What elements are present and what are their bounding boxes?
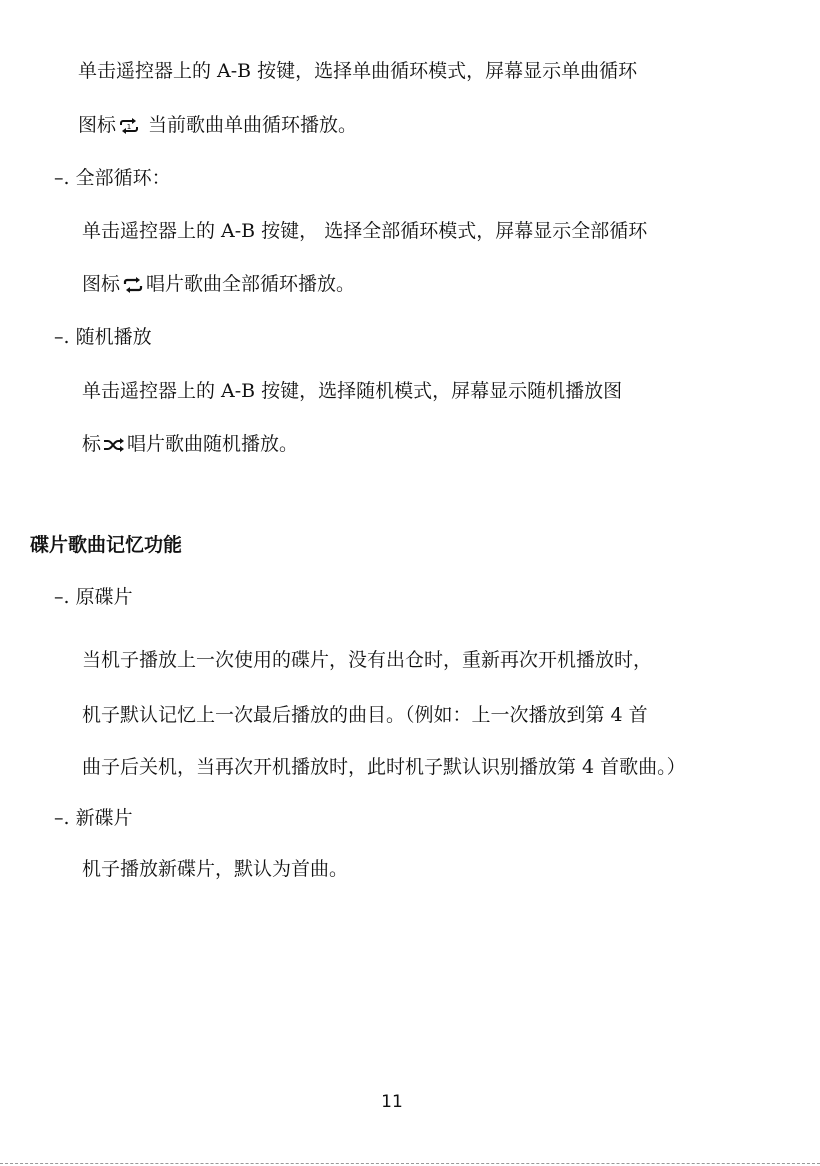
repeat-one-icon xyxy=(118,117,140,135)
original-disc-line2: 机子默认记忆上一次最后播放的曲目。（例如：上一次播放到第 4 首 xyxy=(82,704,648,726)
single-loop-line2-prefix: 图标 xyxy=(78,114,117,136)
all-loop-text-line1: 单击遥控器上的 A-B 按键， 选择全部循环模式，屏幕显示全部循环 xyxy=(82,220,648,242)
random-line2-prefix: 标 xyxy=(82,433,102,455)
shuffle-icon xyxy=(103,437,125,453)
repeat-all-icon xyxy=(122,276,144,294)
random-line2-suffix: 唱片歌曲随机播放。 xyxy=(127,433,299,455)
svg-text:1: 1 xyxy=(126,123,132,131)
original-disc-line1: 当机子播放上一次使用的碟片，没有出仓时，重新再次开机播放时， xyxy=(82,649,653,671)
new-disc-title: –. 新碟片 xyxy=(54,807,133,829)
original-disc-title: –. 原碟片 xyxy=(54,586,133,608)
page-number: 11 xyxy=(381,1092,403,1112)
all-loop-text-line2 xyxy=(82,271,355,297)
new-disc-line1: 机子播放新碟片，默认为首曲。 xyxy=(82,858,349,880)
single-loop-text-line1: 单击遥控器上的 A-B 按键，选择单曲循环模式，屏幕显示单曲循环 xyxy=(78,60,638,82)
section-heading: 碟片歌曲记忆功能 xyxy=(30,534,183,556)
single-loop-text-line2 xyxy=(78,112,357,138)
all-loop-line2-prefix: 图标 xyxy=(82,273,121,295)
single-loop-line2-suffix: 当前歌曲单曲循环播放。 xyxy=(142,114,358,136)
random-title: –. 随机播放 xyxy=(54,326,152,348)
original-disc-line3: 曲子后关机，当再次开机播放时，此时机子默认识别播放第 4 首歌曲。） xyxy=(82,756,686,778)
all-loop-title: –. 全部循环： xyxy=(54,167,171,189)
random-text-line2 xyxy=(82,431,298,457)
bottom-rule xyxy=(0,1163,820,1164)
all-loop-line2-suffix: 唱片歌曲全部循环播放。 xyxy=(146,273,356,295)
random-text-line1: 单击遥控器上的 A-B 按键，选择随机模式，屏幕显示随机播放图 xyxy=(82,380,623,402)
